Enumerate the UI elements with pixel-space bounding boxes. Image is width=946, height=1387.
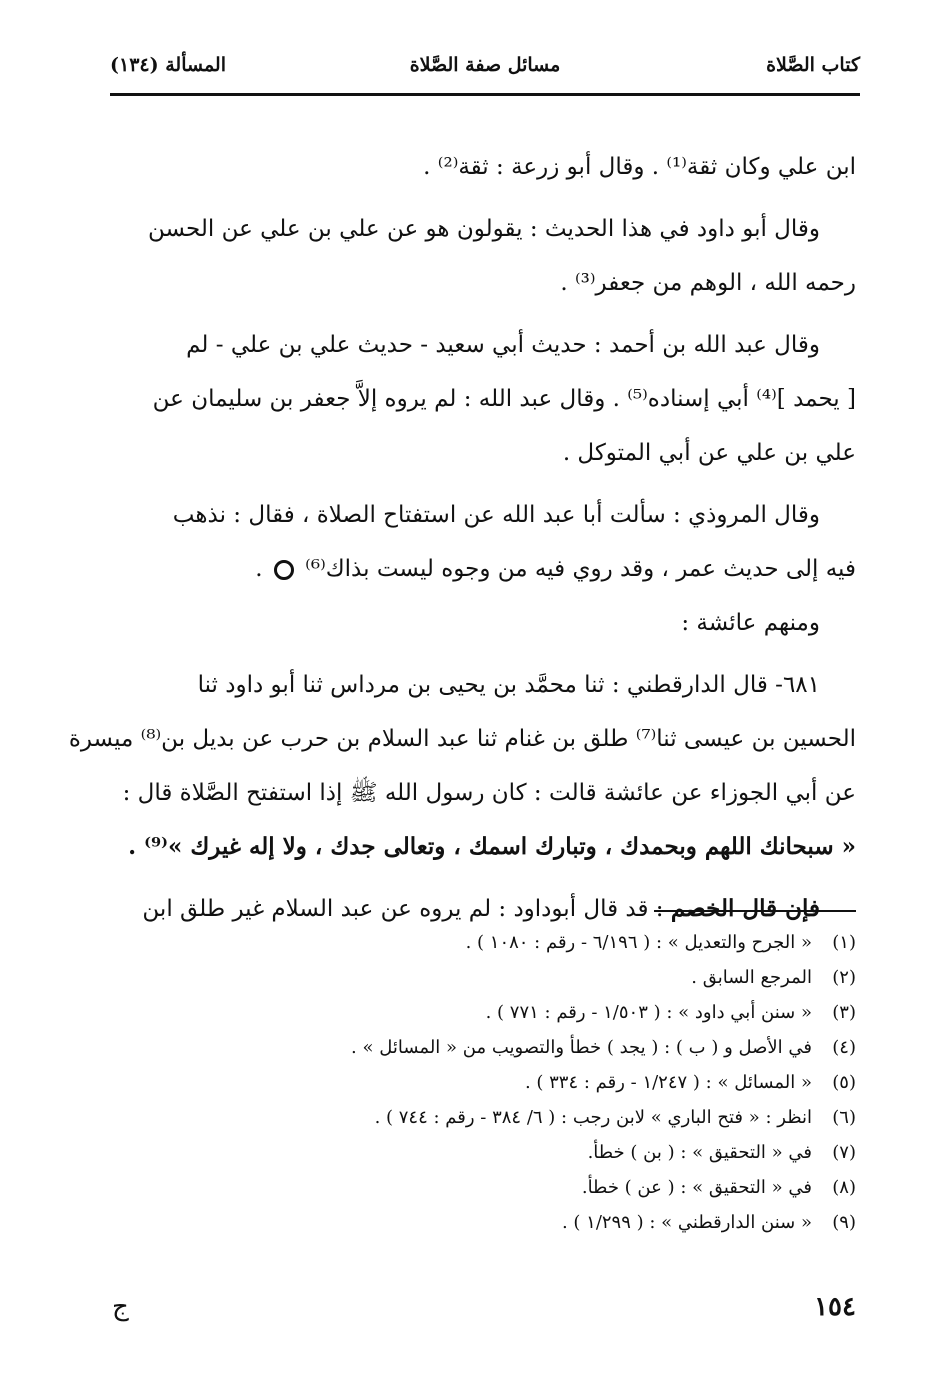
text-segment: . [255, 556, 263, 582]
footnote-text: في « التحقيق » : ( بن ) خطأ. [587, 1142, 812, 1163]
text-line: ومنهم عائشة : [681, 610, 820, 636]
footnote-number: (٦) [832, 1107, 856, 1128]
text-line: رحمه الله ، الوهم من جعفر⁽³⁾ . [560, 270, 856, 296]
text-segment: فيه إلى حديث عمر ، وقد روي فيه من وجوه ليست بذاك⁽⁶⁾ [305, 556, 856, 582]
text-line: علي بن علي عن أبي المتوكل . [562, 440, 856, 466]
footnote-text: في « التحقيق » : ( عن ) خطأ. [581, 1177, 812, 1198]
text-line: وقال عبد الله بن أحمد : حديث أبي سعيد - حديث علي بن علي - لم [186, 332, 820, 358]
footnote-text: المرجع السابق . [691, 967, 812, 988]
printer-signature: ج [112, 1292, 129, 1322]
page-number: ١٥٤ [814, 1292, 856, 1322]
text-line: عن أبي الجوزاء عن عائشة قالت : كان رسول الله ﷺ إذا استفتح الصَّلاة قال : [122, 780, 856, 806]
footnote-text: في الأصل و ( ب ) : ( يجد ) خطأ والتصويب من « المسائل » . [351, 1037, 812, 1058]
paragraph-1 [110, 140, 856, 194]
footnote-text: « المسائل » : ( ١/٢٤٧ - رقم : ٣٣٤ ) . [524, 1072, 812, 1093]
footnotes [110, 925, 856, 1240]
text-segment: فإن قال الخصم [670, 895, 820, 922]
footnote [110, 995, 856, 1030]
text-line: « سبحانك اللهم وبحمدك ، وتبارك اسمك ، وتعالى جدك ، ولا إله غيرك »⁽⁹⁾ . [128, 833, 856, 860]
footnote-text: « سنن أبي داود » : ( ١/٥٠٣ - رقم : ٧٧١ ) . [485, 1002, 812, 1023]
text-line: ٦٨١- قال الدارقطني : ثنا محمَّد بن يحيى بن مرداس ثنا أبو داود ثنا [197, 672, 820, 698]
footnote [110, 1170, 856, 1205]
header-chapter-title: مسائل صفة الصَّلاة [409, 54, 561, 76]
paragraph-5 [68, 658, 856, 874]
footnote [110, 1135, 856, 1170]
footnote-number: (٢) [832, 967, 856, 988]
header-rule [110, 93, 860, 96]
footnote-text: انظر : « فتح الباري » لابن رجب : ( ٦/ ٣٨٤ - رقم : ٧٤٤ ) . [374, 1107, 812, 1128]
footnote [110, 960, 856, 995]
text-line [110, 542, 856, 596]
header-issue-number: المسألة (١٣٤) [110, 54, 226, 76]
footnote-number: (٣) [832, 1002, 856, 1023]
footnote [110, 1030, 856, 1065]
footnote [110, 1065, 856, 1100]
footnote-number: (٩) [832, 1212, 856, 1233]
text-line: الحسين بن عيسى ثنا⁽⁷⁾ طلق بن غنام ثنا عبد السلام بن حرب عن بديل بن⁽⁸⁾ ميسرة [68, 726, 856, 752]
running-header [110, 50, 860, 86]
section-end-circle-icon [274, 560, 294, 580]
paragraph-4 [110, 488, 856, 650]
footnote-rule [654, 910, 856, 912]
footnote-number: (١) [832, 932, 856, 953]
text-line: وقال أبو داود في هذا الحديث : يقولون هو عن علي بن علي عن الحسن [147, 216, 820, 242]
text-line: ابن علي وكان ثقة⁽¹⁾ . وقال أبو زرعة : ثقة⁽²⁾ . [423, 154, 856, 180]
footnote-number: (٨) [832, 1177, 856, 1198]
main-text [68, 140, 856, 944]
footnote [110, 925, 856, 960]
header-book-title: كتاب الصَّلاة [766, 54, 860, 76]
footnote-text: « الجرح والتعديل » : ( ٦/١٩٦ - رقم : ١٠٨٠ ) . [465, 932, 812, 953]
text-line: وقال المروذي : سألت أبا عبد الله عن استفتاح الصلاة ، فقال : نذهب [172, 502, 820, 528]
text-line: [ يحمد ]⁽⁴⁾ أبي إسناده⁽⁵⁾ . وقال عبد الله : لم يروه إلاَّ جعفر بن سليمان عن [152, 386, 856, 412]
text-segment: : قد قال أبوداود : لم يروه عن عبد السلام غير طلق ابن [142, 896, 671, 922]
paragraph-3 [110, 318, 856, 480]
footnote [110, 1100, 856, 1135]
footnote [110, 1205, 856, 1240]
footnote-number: (٤) [832, 1037, 856, 1058]
footnote-number: (٧) [832, 1142, 856, 1163]
paragraph-2 [110, 202, 856, 310]
footnote-number: (٥) [832, 1072, 856, 1093]
footnote-text: « سنن الدارقطني » : ( ١/٢٩٩ ) . [561, 1212, 812, 1233]
